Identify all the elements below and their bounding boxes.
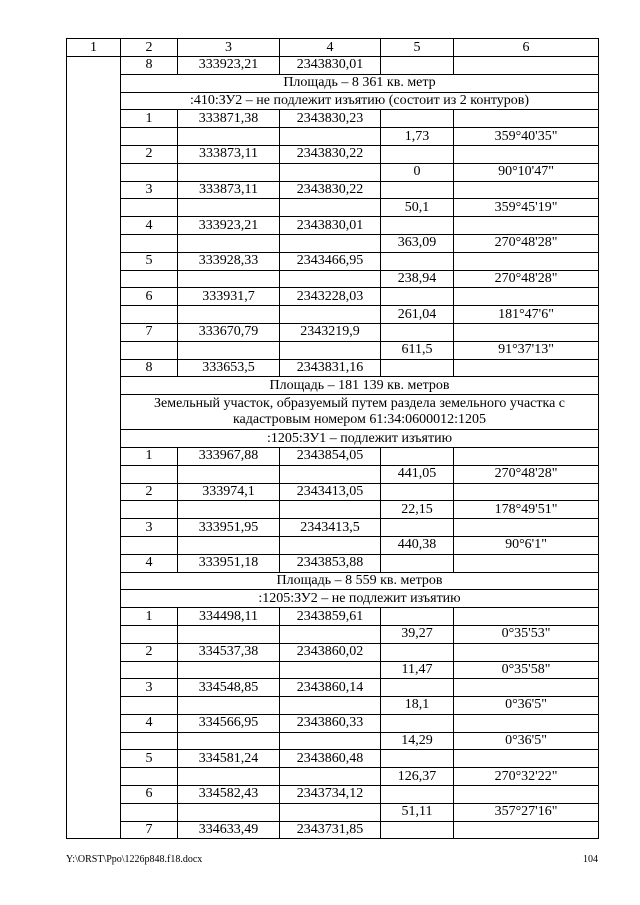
bearing: [454, 679, 599, 697]
column-header: 4: [280, 39, 381, 57]
point-number: [121, 501, 178, 519]
point-row: [67, 821, 599, 839]
point-row: [67, 786, 599, 804]
bearing: 0°36'5": [454, 732, 599, 750]
y-coordinate: [280, 625, 381, 643]
segment-row: [67, 234, 599, 252]
y-coordinate: 2343860,02: [280, 643, 381, 661]
y-coordinate: 2343860,48: [280, 750, 381, 768]
blank-left-column: [67, 57, 121, 839]
y-coordinate: 2343413,5: [280, 519, 381, 537]
y-coordinate: [280, 465, 381, 483]
distance: [381, 57, 454, 75]
distance: 51,11: [381, 803, 454, 821]
x-coordinate: [178, 163, 280, 181]
y-coordinate: 2343219,9: [280, 323, 381, 341]
distance: [381, 145, 454, 163]
table-body: [67, 57, 599, 839]
table-header-row: [67, 39, 599, 57]
point-row: [67, 447, 599, 465]
x-coordinate: [178, 234, 280, 252]
x-coordinate: 333871,38: [178, 110, 280, 128]
point-row: [67, 145, 599, 163]
bearing: 359°40'35": [454, 128, 599, 146]
page-footer: [66, 854, 598, 865]
point-row: [67, 608, 599, 626]
coordinates-table: [66, 38, 599, 839]
x-coordinate: 334566,95: [178, 714, 280, 732]
segment-row: [67, 270, 599, 288]
segment-row: [67, 661, 599, 679]
bearing: [454, 447, 599, 465]
distance: 261,04: [381, 306, 454, 324]
x-coordinate: [178, 803, 280, 821]
bearing: [454, 786, 599, 804]
point-row: [67, 519, 599, 537]
x-coordinate: 333974,1: [178, 483, 280, 501]
merged-row: [67, 377, 599, 395]
merged-cell: Земельный участок, образуемый путем раздела земельного участка с кадастровым номером 61:34:0600012:1205: [121, 395, 599, 430]
bearing: [454, 217, 599, 235]
distance: 441,05: [381, 465, 454, 483]
bearing: 359°45'19": [454, 199, 599, 217]
segment-row: [67, 306, 599, 324]
point-number: [121, 732, 178, 750]
segment-row: [67, 536, 599, 554]
x-coordinate: 333931,7: [178, 288, 280, 306]
y-coordinate: [280, 199, 381, 217]
point-number: [121, 803, 178, 821]
merged-row: [67, 590, 599, 608]
distance: 126,37: [381, 768, 454, 786]
point-number: 6: [121, 786, 178, 804]
x-coordinate: [178, 341, 280, 359]
point-row: [67, 217, 599, 235]
x-coordinate: 333653,5: [178, 359, 280, 377]
bearing: 270°48'28": [454, 234, 599, 252]
segment-row: [67, 625, 599, 643]
segment-row: [67, 697, 599, 715]
point-number: 7: [121, 323, 178, 341]
y-coordinate: [280, 501, 381, 519]
x-coordinate: [178, 128, 280, 146]
x-coordinate: 333923,21: [178, 57, 280, 75]
point-number: 2: [121, 483, 178, 501]
bearing: [454, 110, 599, 128]
bearing: [454, 181, 599, 199]
y-coordinate: [280, 697, 381, 715]
merged-row: [67, 430, 599, 448]
y-coordinate: 2343830,01: [280, 217, 381, 235]
segment-row: [67, 803, 599, 821]
point-row: [67, 288, 599, 306]
y-coordinate: 2343830,23: [280, 110, 381, 128]
point-row: [67, 252, 599, 270]
point-number: [121, 234, 178, 252]
merged-row: [67, 395, 599, 430]
bearing: 270°32'22": [454, 768, 599, 786]
y-coordinate: 2343854,05: [280, 447, 381, 465]
file-path: Y:\ORST\Ppo\1226p848.f18.docx: [66, 854, 203, 865]
column-header: 1: [67, 39, 121, 57]
point-number: 5: [121, 252, 178, 270]
x-coordinate: 333951,95: [178, 519, 280, 537]
segment-row: [67, 732, 599, 750]
point-number: [121, 697, 178, 715]
x-coordinate: 334498,11: [178, 608, 280, 626]
x-coordinate: 334633,49: [178, 821, 280, 839]
point-number: [121, 199, 178, 217]
point-number: 1: [121, 447, 178, 465]
merged-cell: Площадь – 8 559 кв. метров: [121, 572, 599, 590]
y-coordinate: 2343830,22: [280, 181, 381, 199]
point-number: [121, 270, 178, 288]
bearing: [454, 145, 599, 163]
bearing: 0°36'5": [454, 697, 599, 715]
y-coordinate: 2343860,33: [280, 714, 381, 732]
point-number: 8: [121, 359, 178, 377]
bearing: [454, 821, 599, 839]
point-number: [121, 625, 178, 643]
point-number: [121, 465, 178, 483]
distance: 11,47: [381, 661, 454, 679]
point-number: [121, 163, 178, 181]
bearing: [454, 483, 599, 501]
x-coordinate: [178, 501, 280, 519]
merged-cell: :1205:ЗУ2 – не подлежит изъятию: [121, 590, 599, 608]
point-number: 3: [121, 679, 178, 697]
distance: 440,38: [381, 536, 454, 554]
bearing: 357°27'16": [454, 803, 599, 821]
column-header: 2: [121, 39, 178, 57]
point-number: 3: [121, 181, 178, 199]
distance: [381, 359, 454, 377]
column-header: 3: [178, 39, 280, 57]
x-coordinate: [178, 661, 280, 679]
distance: [381, 483, 454, 501]
x-coordinate: 333670,79: [178, 323, 280, 341]
x-coordinate: 333873,11: [178, 181, 280, 199]
y-coordinate: 2343413,05: [280, 483, 381, 501]
y-coordinate: 2343830,22: [280, 145, 381, 163]
point-row: [67, 483, 599, 501]
distance: 1,73: [381, 128, 454, 146]
y-coordinate: 2343831,16: [280, 359, 381, 377]
bearing: 0°35'53": [454, 625, 599, 643]
distance: [381, 821, 454, 839]
column-header: 6: [454, 39, 599, 57]
point-number: 3: [121, 519, 178, 537]
point-row: [67, 359, 599, 377]
distance: [381, 217, 454, 235]
distance: 363,09: [381, 234, 454, 252]
point-number: 4: [121, 217, 178, 235]
distance: 39,27: [381, 625, 454, 643]
x-coordinate: [178, 536, 280, 554]
point-row: [67, 679, 599, 697]
distance: 22,15: [381, 501, 454, 519]
y-coordinate: [280, 306, 381, 324]
y-coordinate: 2343860,14: [280, 679, 381, 697]
y-coordinate: 2343731,85: [280, 821, 381, 839]
x-coordinate: 333951,18: [178, 554, 280, 572]
point-number: 4: [121, 714, 178, 732]
y-coordinate: [280, 768, 381, 786]
y-coordinate: [280, 803, 381, 821]
bearing: [454, 252, 599, 270]
point-number: [121, 768, 178, 786]
segment-row: [67, 128, 599, 146]
x-coordinate: 334548,85: [178, 679, 280, 697]
y-coordinate: [280, 661, 381, 679]
x-coordinate: [178, 199, 280, 217]
distance: [381, 181, 454, 199]
point-number: [121, 128, 178, 146]
point-number: 6: [121, 288, 178, 306]
distance: 611,5: [381, 341, 454, 359]
point-number: 1: [121, 608, 178, 626]
y-coordinate: 2343859,61: [280, 608, 381, 626]
distance: [381, 519, 454, 537]
distance: [381, 323, 454, 341]
distance: [381, 252, 454, 270]
merged-cell: Площадь – 181 139 кв. метров: [121, 377, 599, 395]
distance: [381, 679, 454, 697]
y-coordinate: 2343853,88: [280, 554, 381, 572]
y-coordinate: [280, 732, 381, 750]
distance: [381, 447, 454, 465]
point-number: 8: [121, 57, 178, 75]
distance: [381, 714, 454, 732]
point-row: [67, 714, 599, 732]
distance: 18,1: [381, 697, 454, 715]
y-coordinate: 2343734,12: [280, 786, 381, 804]
point-number: [121, 306, 178, 324]
x-coordinate: 333928,33: [178, 252, 280, 270]
y-coordinate: [280, 163, 381, 181]
bearing: 270°48'28": [454, 270, 599, 288]
bearing: 181°47'6": [454, 306, 599, 324]
x-coordinate: [178, 768, 280, 786]
distance: 238,94: [381, 270, 454, 288]
y-coordinate: [280, 536, 381, 554]
point-number: 1: [121, 110, 178, 128]
bearing: 90°6'1": [454, 536, 599, 554]
point-row: [67, 181, 599, 199]
x-coordinate: 333923,21: [178, 217, 280, 235]
point-row: [67, 57, 599, 75]
distance: [381, 608, 454, 626]
x-coordinate: 333873,11: [178, 145, 280, 163]
distance: [381, 750, 454, 768]
point-row: [67, 554, 599, 572]
bearing: [454, 714, 599, 732]
y-coordinate: [280, 341, 381, 359]
x-coordinate: [178, 465, 280, 483]
column-header: 5: [381, 39, 454, 57]
point-number: 2: [121, 145, 178, 163]
bearing: 270°48'28": [454, 465, 599, 483]
bearing: 91°37'13": [454, 341, 599, 359]
point-number: [121, 536, 178, 554]
x-coordinate: 334582,43: [178, 786, 280, 804]
bearing: [454, 643, 599, 661]
x-coordinate: 334581,24: [178, 750, 280, 768]
point-number: [121, 341, 178, 359]
distance: [381, 110, 454, 128]
x-coordinate: 333967,88: [178, 447, 280, 465]
bearing: 0°35'58": [454, 661, 599, 679]
y-coordinate: 2343466,95: [280, 252, 381, 270]
point-number: 5: [121, 750, 178, 768]
merged-cell: :410:ЗУ2 – не подлежит изъятию (состоит из 2 контуров): [121, 92, 599, 110]
distance: [381, 554, 454, 572]
merged-cell: Площадь – 8 361 кв. метр: [121, 74, 599, 92]
bearing: [454, 750, 599, 768]
point-number: [121, 661, 178, 679]
distance: [381, 288, 454, 306]
merged-cell: :1205:ЗУ1 – подлежит изъятию: [121, 430, 599, 448]
y-coordinate: [280, 234, 381, 252]
bearing: [454, 323, 599, 341]
distance: 14,29: [381, 732, 454, 750]
point-row: [67, 323, 599, 341]
bearing: [454, 554, 599, 572]
bearing: 90°10'47": [454, 163, 599, 181]
point-row: [67, 643, 599, 661]
x-coordinate: 334537,38: [178, 643, 280, 661]
point-number: 4: [121, 554, 178, 572]
point-number: 2: [121, 643, 178, 661]
distance: [381, 643, 454, 661]
distance: [381, 786, 454, 804]
merged-row: [67, 74, 599, 92]
x-coordinate: [178, 270, 280, 288]
bearing: [454, 57, 599, 75]
bearing: [454, 519, 599, 537]
bearing: [454, 608, 599, 626]
point-row: [67, 110, 599, 128]
segment-row: [67, 501, 599, 519]
bearing: [454, 288, 599, 306]
bearing: [454, 359, 599, 377]
x-coordinate: [178, 306, 280, 324]
distance: 50,1: [381, 199, 454, 217]
merged-row: [67, 572, 599, 590]
y-coordinate: [280, 128, 381, 146]
y-coordinate: 2343228,03: [280, 288, 381, 306]
point-number: 7: [121, 821, 178, 839]
x-coordinate: [178, 625, 280, 643]
segment-row: [67, 199, 599, 217]
page-number: 104: [583, 854, 598, 865]
distance: 0: [381, 163, 454, 181]
x-coordinate: [178, 697, 280, 715]
merged-row: [67, 92, 599, 110]
segment-row: [67, 768, 599, 786]
bearing: 178°49'51": [454, 501, 599, 519]
y-coordinate: 2343830,01: [280, 57, 381, 75]
segment-row: [67, 163, 599, 181]
x-coordinate: [178, 732, 280, 750]
segment-row: [67, 341, 599, 359]
segment-row: [67, 465, 599, 483]
y-coordinate: [280, 270, 381, 288]
point-row: [67, 750, 599, 768]
